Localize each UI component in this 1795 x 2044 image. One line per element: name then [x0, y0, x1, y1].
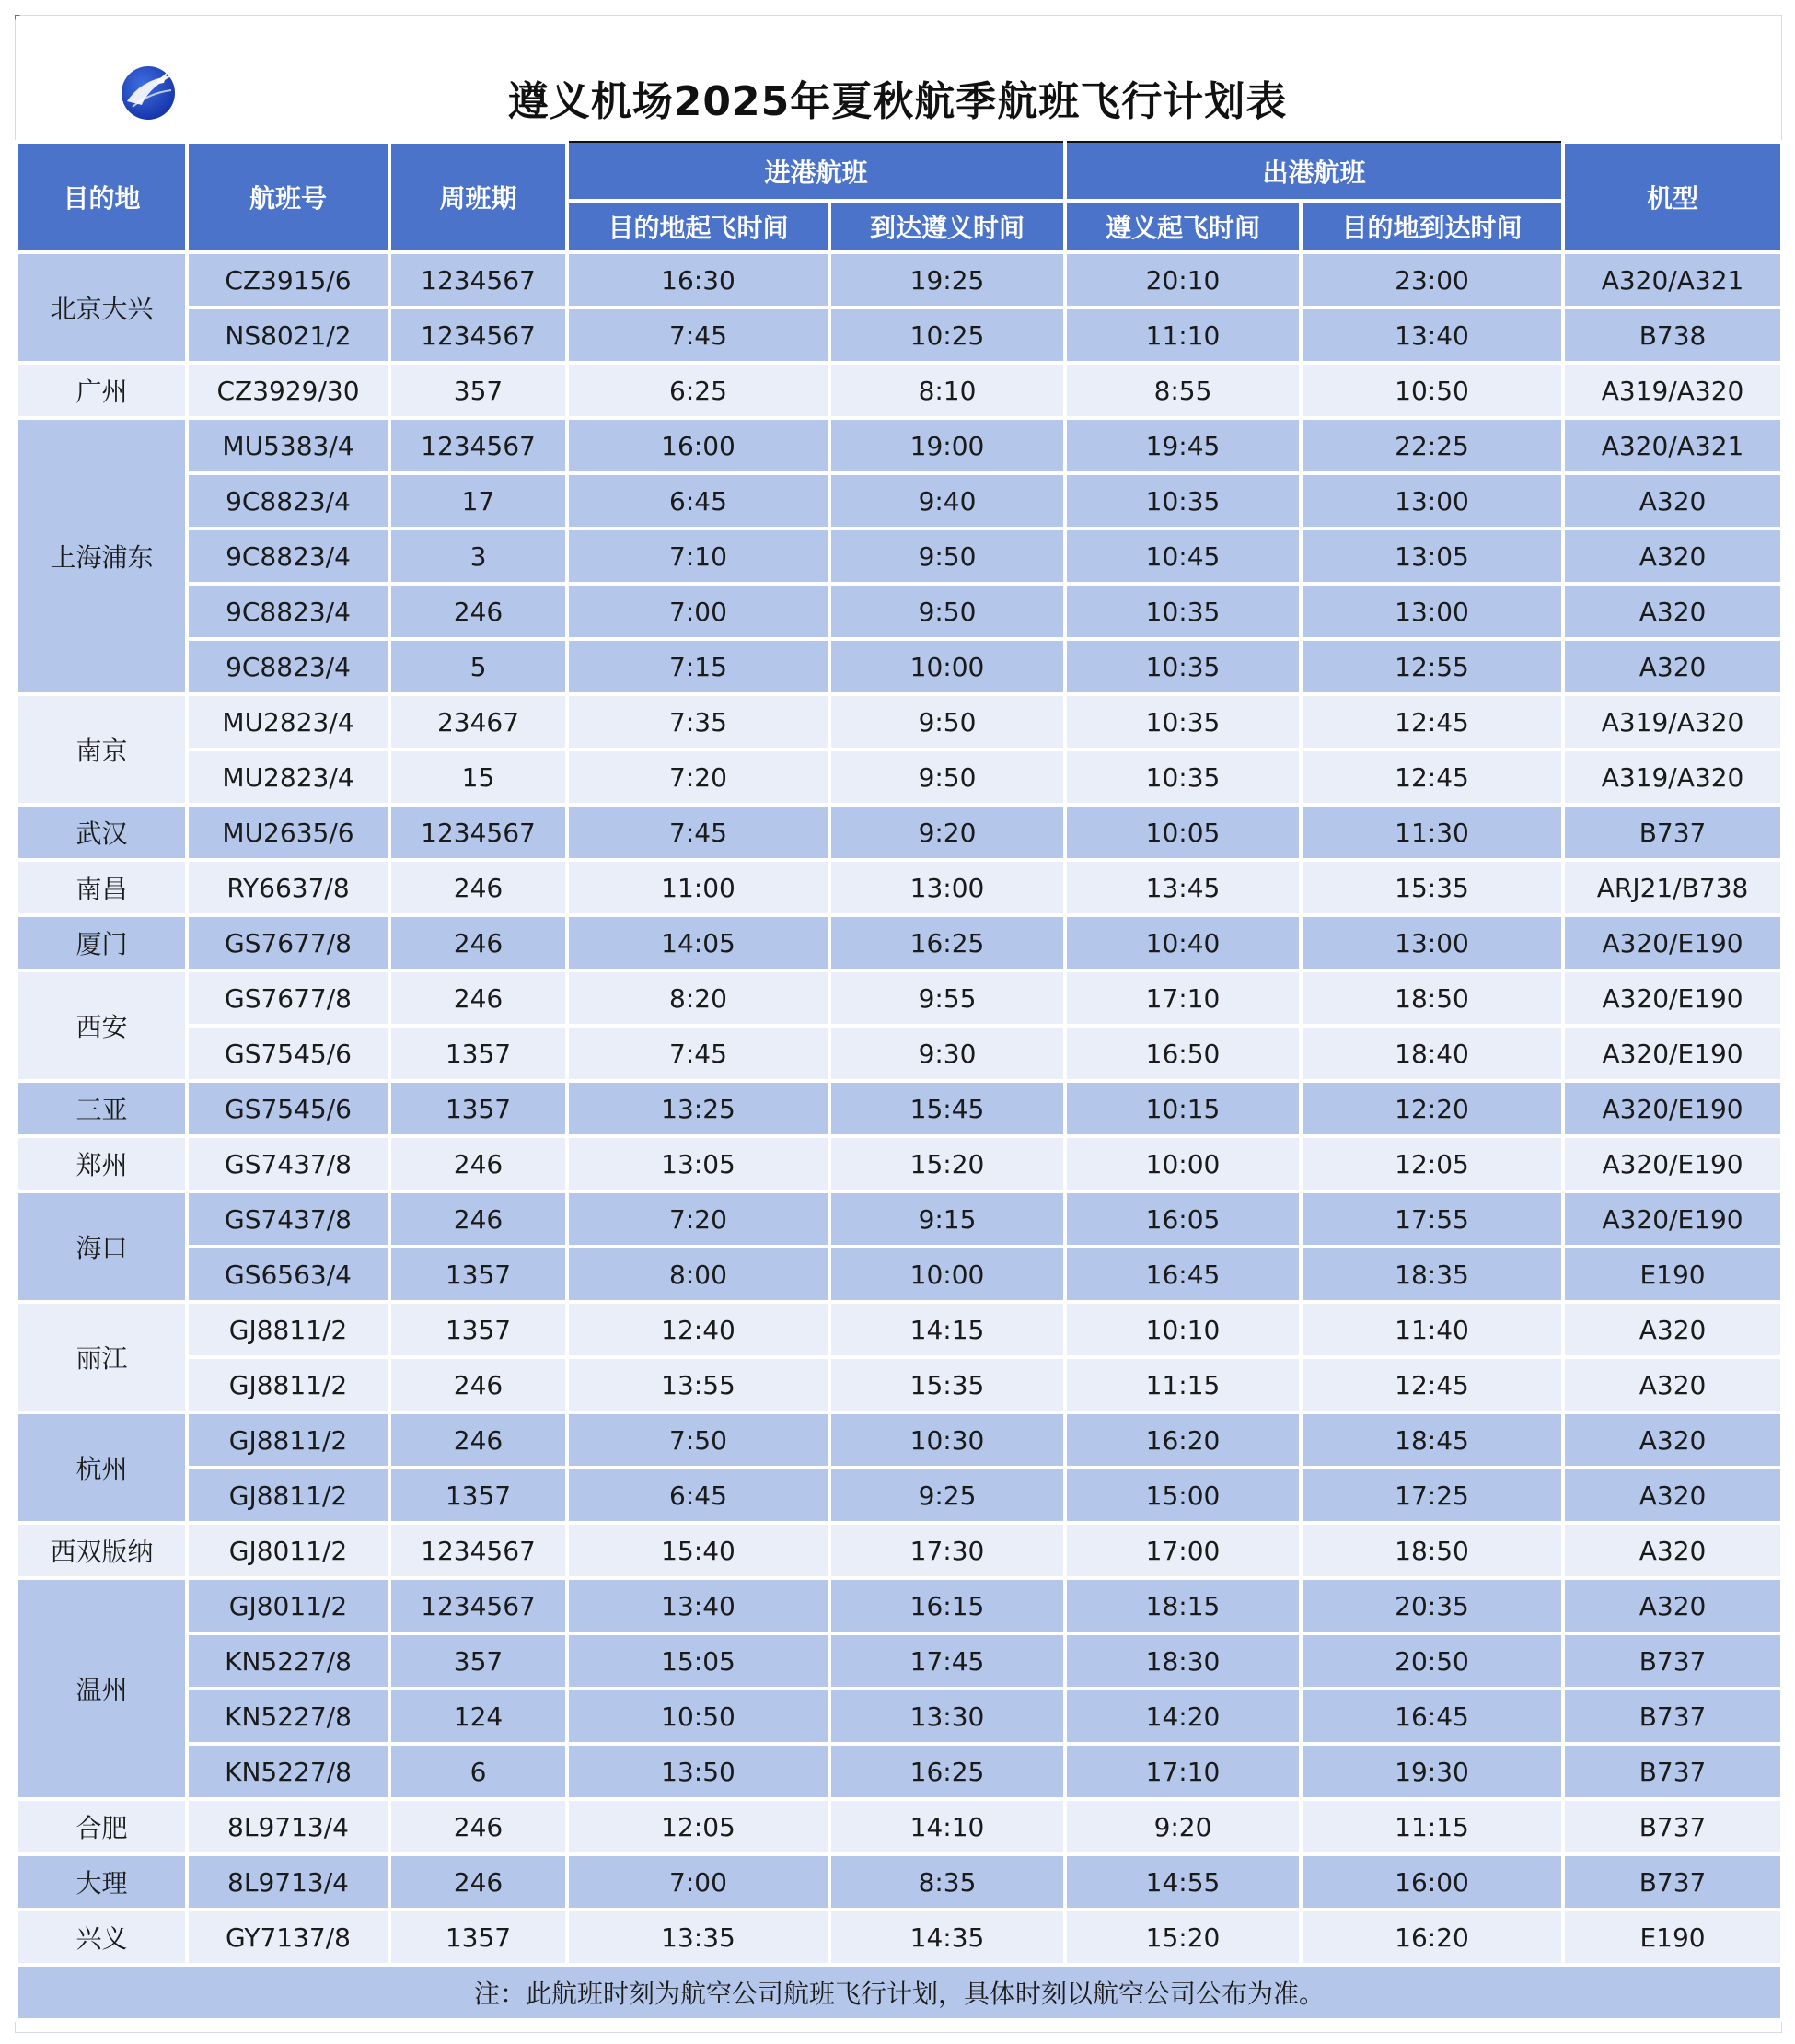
- dest-departure-cell: 15:05: [567, 1633, 829, 1689]
- zunyi-arrival-cell: 10:25: [829, 308, 1065, 363]
- destination-cell: 三亚: [17, 1081, 187, 1136]
- zunyi-departure-cell: 18:30: [1065, 1633, 1301, 1689]
- weekly-days-cell: 1234567: [389, 1578, 567, 1633]
- zunyi-arrival-cell: 10:30: [829, 1412, 1065, 1468]
- aircraft-type-cell: ARJ21/B738: [1563, 860, 1782, 915]
- dest-departure-cell: 7:10: [567, 528, 829, 584]
- aircraft-type-cell: A320: [1563, 1468, 1782, 1523]
- dest-departure-cell: 7:35: [567, 694, 829, 749]
- dest-departure-cell: 11:00: [567, 860, 829, 915]
- destination-cell: 南昌: [17, 860, 187, 915]
- weekly-days-cell: 15: [389, 749, 567, 805]
- table-row: [17, 1633, 1782, 1689]
- dest-departure-cell: 6:45: [567, 1468, 829, 1523]
- zunyi-arrival-cell: 13:30: [829, 1689, 1065, 1744]
- flight-number-cell: GJ8811/2: [187, 1468, 389, 1523]
- destination-cell: 北京大兴: [17, 252, 187, 363]
- aircraft-type-cell: A320/A321: [1563, 252, 1782, 308]
- dest-departure-cell: 7:45: [567, 308, 829, 363]
- zunyi-arrival-cell: 9:20: [829, 805, 1065, 860]
- table-row: [17, 1744, 1782, 1799]
- header-dep-zunyi: 遵义起飞时间: [1065, 201, 1301, 252]
- dest-departure-cell: 7:20: [567, 749, 829, 805]
- dest-arrival-cell: 20:35: [1301, 1578, 1563, 1633]
- dest-departure-cell: 13:55: [567, 1357, 829, 1412]
- schedule-body: [17, 252, 1782, 1965]
- aircraft-type-cell: A320: [1563, 528, 1782, 584]
- table-row: [17, 418, 1782, 473]
- dest-arrival-cell: 18:50: [1301, 970, 1563, 1026]
- weekly-days-cell: 357: [389, 363, 567, 418]
- zunyi-arrival-cell: 10:00: [829, 639, 1065, 694]
- table-row: [17, 252, 1782, 308]
- weekly-days-cell: 1234567: [389, 805, 567, 860]
- weekly-days-cell: 246: [389, 1191, 567, 1247]
- zunyi-departure-cell: 11:10: [1065, 308, 1301, 363]
- zunyi-departure-cell: 9:20: [1065, 1799, 1301, 1854]
- dest-arrival-cell: 16:20: [1301, 1910, 1563, 1965]
- dest-departure-cell: 15:40: [567, 1523, 829, 1578]
- table-row: [17, 1910, 1782, 1965]
- dest-arrival-cell: 22:25: [1301, 418, 1563, 473]
- weekly-days-cell: 17: [389, 473, 567, 528]
- dest-departure-cell: 7:50: [567, 1412, 829, 1468]
- zunyi-arrival-cell: 13:00: [829, 860, 1065, 915]
- zunyi-arrival-cell: 9:50: [829, 584, 1065, 639]
- table-row: [17, 1689, 1782, 1744]
- zunyi-departure-cell: 8:55: [1065, 363, 1301, 418]
- weekly-days-cell: 1234567: [389, 308, 567, 363]
- aircraft-type-cell: B737: [1563, 1633, 1782, 1689]
- weekly-days-cell: 246: [389, 915, 567, 970]
- header-weekly: 周班期: [389, 142, 567, 252]
- aircraft-type-cell: A320: [1563, 1357, 1782, 1412]
- zunyi-arrival-cell: 19:25: [829, 252, 1065, 308]
- dest-arrival-cell: 13:00: [1301, 915, 1563, 970]
- destination-cell: 厦门: [17, 915, 187, 970]
- dest-arrival-cell: 11:40: [1301, 1302, 1563, 1357]
- dest-departure-cell: 14:05: [567, 915, 829, 970]
- zunyi-arrival-cell: 14:10: [829, 1799, 1065, 1854]
- zunyi-departure-cell: 18:15: [1065, 1578, 1301, 1633]
- aircraft-type-cell: A320: [1563, 473, 1782, 528]
- zunyi-departure-cell: 16:50: [1065, 1026, 1301, 1081]
- dest-departure-cell: 8:20: [567, 970, 829, 1026]
- table-row: [17, 1026, 1782, 1081]
- zunyi-arrival-cell: 15:20: [829, 1136, 1065, 1191]
- zunyi-departure-cell: 16:45: [1065, 1247, 1301, 1302]
- flight-number-cell: KN5227/8: [187, 1744, 389, 1799]
- destination-cell: 合肥: [17, 1799, 187, 1854]
- dest-arrival-cell: 17:25: [1301, 1468, 1563, 1523]
- weekly-days-cell: 246: [389, 584, 567, 639]
- flight-number-cell: GJ8811/2: [187, 1357, 389, 1412]
- zunyi-departure-cell: 17:10: [1065, 970, 1301, 1026]
- zunyi-arrival-cell: 9:50: [829, 694, 1065, 749]
- zunyi-arrival-cell: 8:35: [829, 1854, 1065, 1910]
- zunyi-arrival-cell: 16:15: [829, 1578, 1065, 1633]
- zunyi-arrival-cell: 9:50: [829, 749, 1065, 805]
- dest-arrival-cell: 12:20: [1301, 1081, 1563, 1136]
- aircraft-type-cell: A320: [1563, 1302, 1782, 1357]
- table-row: [17, 805, 1782, 860]
- aircraft-type-cell: A320: [1563, 584, 1782, 639]
- aircraft-type-cell: A320/E190: [1563, 1191, 1782, 1247]
- destination-cell: 广州: [17, 363, 187, 418]
- aircraft-type-cell: A320: [1563, 1578, 1782, 1633]
- table-row: [17, 473, 1782, 528]
- zunyi-departure-cell: 10:35: [1065, 473, 1301, 528]
- table-row: [17, 749, 1782, 805]
- zunyi-arrival-cell: 16:25: [829, 1744, 1065, 1799]
- weekly-days-cell: 1234567: [389, 252, 567, 308]
- flight-number-cell: GS7437/8: [187, 1191, 389, 1247]
- flight-number-cell: 9C8823/4: [187, 528, 389, 584]
- table-row: [17, 528, 1782, 584]
- destination-cell: 杭州: [17, 1412, 187, 1523]
- zunyi-departure-cell: 16:05: [1065, 1191, 1301, 1247]
- flight-number-cell: GY7137/8: [187, 1910, 389, 1965]
- weekly-days-cell: 1234567: [389, 1523, 567, 1578]
- page-title: 遵义机场2025年夏秋航季航班飞行计划表: [507, 78, 1288, 125]
- zunyi-arrival-cell: 16:25: [829, 915, 1065, 970]
- zunyi-arrival-cell: 17:30: [829, 1523, 1065, 1578]
- zunyi-departure-cell: 19:45: [1065, 418, 1301, 473]
- dest-departure-cell: 8:00: [567, 1247, 829, 1302]
- destination-cell: 上海浦东: [17, 418, 187, 694]
- dest-arrival-cell: 11:15: [1301, 1799, 1563, 1854]
- aircraft-type-cell: E190: [1563, 1247, 1782, 1302]
- table-row: [17, 1136, 1782, 1191]
- table-row: [17, 1357, 1782, 1412]
- aircraft-type-cell: B737: [1563, 1744, 1782, 1799]
- dest-arrival-cell: 16:45: [1301, 1689, 1563, 1744]
- zunyi-arrival-cell: 14:35: [829, 1910, 1065, 1965]
- table-row: [17, 860, 1782, 915]
- table-row: [17, 970, 1782, 1026]
- flight-number-cell: GS7545/6: [187, 1026, 389, 1081]
- footnote: 注：此航班时刻为航空公司航班飞行计划，具体时刻以航空公司公布为准。: [17, 1965, 1782, 2020]
- dest-arrival-cell: 12:45: [1301, 1357, 1563, 1412]
- flight-number-cell: 8L9713/4: [187, 1799, 389, 1854]
- zunyi-arrival-cell: 14:15: [829, 1302, 1065, 1357]
- dest-arrival-cell: 13:00: [1301, 584, 1563, 639]
- dest-departure-cell: 12:05: [567, 1799, 829, 1854]
- weekly-days-cell: 246: [389, 860, 567, 915]
- flight-schedule-table: [15, 140, 1784, 2022]
- destination-cell: 西双版纳: [17, 1523, 187, 1578]
- flight-number-cell: 9C8823/4: [187, 584, 389, 639]
- zunyi-departure-cell: 20:10: [1065, 252, 1301, 308]
- zunyi-departure-cell: 10:35: [1065, 639, 1301, 694]
- weekly-days-cell: 246: [389, 970, 567, 1026]
- table-row: [17, 915, 1782, 970]
- flight-number-cell: MU2823/4: [187, 749, 389, 805]
- zunyi-departure-cell: 17:00: [1065, 1523, 1301, 1578]
- weekly-days-cell: 6: [389, 1744, 567, 1799]
- dest-departure-cell: 7:45: [567, 1026, 829, 1081]
- weekly-days-cell: 1357: [389, 1026, 567, 1081]
- weekly-days-cell: 3: [389, 528, 567, 584]
- dest-arrival-cell: 13:05: [1301, 528, 1563, 584]
- dest-departure-cell: 13:35: [567, 1910, 829, 1965]
- flight-number-cell: 9C8823/4: [187, 639, 389, 694]
- zunyi-departure-cell: 10:35: [1065, 749, 1301, 805]
- header-dep-from-dest: 目的地起飞时间: [567, 201, 829, 252]
- flight-number-cell: NS8021/2: [187, 308, 389, 363]
- flight-number-cell: GJ8011/2: [187, 1523, 389, 1578]
- dest-arrival-cell: 18:45: [1301, 1412, 1563, 1468]
- table-row: [17, 639, 1782, 694]
- zunyi-arrival-cell: 17:45: [829, 1633, 1065, 1689]
- dest-departure-cell: 7:15: [567, 639, 829, 694]
- dest-departure-cell: 10:50: [567, 1689, 829, 1744]
- dest-arrival-cell: 12:55: [1301, 639, 1563, 694]
- aircraft-type-cell: A319/A320: [1563, 694, 1782, 749]
- table-row: [17, 694, 1782, 749]
- zunyi-departure-cell: 10:45: [1065, 528, 1301, 584]
- zunyi-departure-cell: 10:40: [1065, 915, 1301, 970]
- aircraft-type-cell: A320/E190: [1563, 1136, 1782, 1191]
- weekly-days-cell: 246: [389, 1357, 567, 1412]
- weekly-days-cell: 1357: [389, 1468, 567, 1523]
- dest-arrival-cell: 13:00: [1301, 473, 1563, 528]
- table-row: [17, 1302, 1782, 1357]
- dest-arrival-cell: 15:35: [1301, 860, 1563, 915]
- destination-cell: 兴义: [17, 1910, 187, 1965]
- weekly-days-cell: 5: [389, 639, 567, 694]
- flight-number-cell: MU2823/4: [187, 694, 389, 749]
- weekly-days-cell: 1357: [389, 1910, 567, 1965]
- dest-arrival-cell: 18:35: [1301, 1247, 1563, 1302]
- zunyi-departure-cell: 10:35: [1065, 694, 1301, 749]
- dest-departure-cell: 7:20: [567, 1191, 829, 1247]
- aircraft-type-cell: A320/E190: [1563, 970, 1782, 1026]
- dest-departure-cell: 7:00: [567, 584, 829, 639]
- zunyi-departure-cell: 15:20: [1065, 1910, 1301, 1965]
- zunyi-arrival-cell: 9:15: [829, 1191, 1065, 1247]
- table-row: [17, 308, 1782, 363]
- aircraft-type-cell: A320/A321: [1563, 418, 1782, 473]
- weekly-days-cell: 1357: [389, 1302, 567, 1357]
- weekly-days-cell: 246: [389, 1136, 567, 1191]
- flight-number-cell: GJ8811/2: [187, 1412, 389, 1468]
- zunyi-arrival-cell: 19:00: [829, 418, 1065, 473]
- header-arr-zunyi: 到达遵义时间: [829, 201, 1065, 252]
- table-row: [17, 1523, 1782, 1578]
- flight-number-cell: RY6637/8: [187, 860, 389, 915]
- table-row: [17, 1854, 1782, 1910]
- flight-number-cell: GS7437/8: [187, 1136, 389, 1191]
- header-destination: 目的地: [17, 142, 187, 252]
- zunyi-arrival-cell: 15:35: [829, 1357, 1065, 1412]
- dest-departure-cell: 7:00: [567, 1854, 829, 1910]
- zunyi-arrival-cell: 9:25: [829, 1468, 1065, 1523]
- zunyi-departure-cell: 16:20: [1065, 1412, 1301, 1468]
- zunyi-arrival-cell: 8:10: [829, 363, 1065, 418]
- table-row: [17, 1412, 1782, 1468]
- flight-number-cell: GS7545/6: [187, 1081, 389, 1136]
- flight-number-cell: GS6563/4: [187, 1247, 389, 1302]
- flight-number-cell: 9C8823/4: [187, 473, 389, 528]
- flight-number-cell: KN5227/8: [187, 1633, 389, 1689]
- table-row: [17, 1468, 1782, 1523]
- destination-cell: 温州: [17, 1578, 187, 1799]
- dest-arrival-cell: 12:45: [1301, 694, 1563, 749]
- dest-departure-cell: 7:45: [567, 805, 829, 860]
- dest-departure-cell: 13:50: [567, 1744, 829, 1799]
- dest-departure-cell: 13:40: [567, 1578, 829, 1633]
- zunyi-departure-cell: 14:55: [1065, 1854, 1301, 1910]
- dest-arrival-cell: 12:45: [1301, 749, 1563, 805]
- dest-arrival-cell: 13:40: [1301, 308, 1563, 363]
- zunyi-departure-cell: 17:10: [1065, 1744, 1301, 1799]
- destination-cell: 郑州: [17, 1136, 187, 1191]
- flight-number-cell: CZ3929/30: [187, 363, 389, 418]
- header-departure-group: 出港航班: [1065, 142, 1563, 201]
- weekly-days-cell: 1357: [389, 1247, 567, 1302]
- zunyi-departure-cell: 10:35: [1065, 584, 1301, 639]
- dest-departure-cell: 16:30: [567, 252, 829, 308]
- dest-arrival-cell: 19:30: [1301, 1744, 1563, 1799]
- zunyi-departure-cell: 10:10: [1065, 1302, 1301, 1357]
- aircraft-type-cell: A320/E190: [1563, 1081, 1782, 1136]
- weekly-days-cell: 23467: [389, 694, 567, 749]
- table-row: [17, 584, 1782, 639]
- aircraft-type-cell: A320: [1563, 1523, 1782, 1578]
- table-row: [17, 1578, 1782, 1633]
- zunyi-departure-cell: 13:45: [1065, 860, 1301, 915]
- weekly-days-cell: 1357: [389, 1081, 567, 1136]
- weekly-days-cell: 246: [389, 1854, 567, 1910]
- aircraft-type-cell: A319/A320: [1563, 749, 1782, 805]
- aircraft-type-cell: A320/E190: [1563, 915, 1782, 970]
- weekly-days-cell: 124: [389, 1689, 567, 1744]
- aircraft-type-cell: A320: [1563, 1412, 1782, 1468]
- flight-number-cell: GS7677/8: [187, 915, 389, 970]
- aircraft-type-cell: B737: [1563, 1854, 1782, 1910]
- dest-arrival-cell: 10:50: [1301, 363, 1563, 418]
- zunyi-departure-cell: 10:05: [1065, 805, 1301, 860]
- aircraft-type-cell: B738: [1563, 308, 1782, 363]
- aircraft-type-cell: B737: [1563, 1799, 1782, 1854]
- zunyi-arrival-cell: 9:55: [829, 970, 1065, 1026]
- flight-number-cell: KN5227/8: [187, 1689, 389, 1744]
- dest-arrival-cell: 16:00: [1301, 1854, 1563, 1910]
- dest-departure-cell: 16:00: [567, 418, 829, 473]
- dest-arrival-cell: 11:30: [1301, 805, 1563, 860]
- aircraft-type-cell: B737: [1563, 1689, 1782, 1744]
- flight-number-cell: GJ8811/2: [187, 1302, 389, 1357]
- aircraft-type-cell: B737: [1563, 805, 1782, 860]
- dest-arrival-cell: 18:50: [1301, 1523, 1563, 1578]
- flight-number-cell: MU5383/4: [187, 418, 389, 473]
- weekly-days-cell: 357: [389, 1633, 567, 1689]
- zunyi-arrival-cell: 9:40: [829, 473, 1065, 528]
- destination-cell: 海口: [17, 1191, 187, 1302]
- dest-arrival-cell: 18:40: [1301, 1026, 1563, 1081]
- zunyi-arrival-cell: 9:30: [829, 1026, 1065, 1081]
- header-arr-dest: 目的地到达时间: [1301, 201, 1563, 252]
- zunyi-arrival-cell: 9:50: [829, 528, 1065, 584]
- dest-departure-cell: 13:05: [567, 1136, 829, 1191]
- weekly-days-cell: 246: [389, 1412, 567, 1468]
- table-row: [17, 363, 1782, 418]
- dest-arrival-cell: 20:50: [1301, 1633, 1563, 1689]
- flight-number-cell: MU2635/6: [187, 805, 389, 860]
- zunyi-arrival-cell: 10:00: [829, 1247, 1065, 1302]
- header-flight-no: 航班号: [187, 142, 389, 252]
- table-row: [17, 1081, 1782, 1136]
- destination-cell: 南京: [17, 694, 187, 805]
- aircraft-type-cell: A320: [1563, 639, 1782, 694]
- zunyi-departure-cell: 10:15: [1065, 1081, 1301, 1136]
- aircraft-type-cell: E190: [1563, 1910, 1782, 1965]
- dest-departure-cell: 12:40: [567, 1302, 829, 1357]
- zunyi-departure-cell: 11:15: [1065, 1357, 1301, 1412]
- dest-departure-cell: 6:45: [567, 473, 829, 528]
- table-row: [17, 1247, 1782, 1302]
- table-row: [17, 1191, 1782, 1247]
- dest-departure-cell: 13:25: [567, 1081, 829, 1136]
- aircraft-type-cell: A320/E190: [1563, 1026, 1782, 1081]
- zunyi-departure-cell: 15:00: [1065, 1468, 1301, 1523]
- flight-number-cell: 8L9713/4: [187, 1854, 389, 1910]
- weekly-days-cell: 1234567: [389, 418, 567, 473]
- zunyi-departure-cell: 10:00: [1065, 1136, 1301, 1191]
- dest-departure-cell: 6:25: [567, 363, 829, 418]
- flight-number-cell: GJ8011/2: [187, 1578, 389, 1633]
- header-aircraft: 机型: [1563, 142, 1782, 252]
- dest-arrival-cell: 17:55: [1301, 1191, 1563, 1247]
- dest-arrival-cell: 12:05: [1301, 1136, 1563, 1191]
- flight-number-cell: CZ3915/6: [187, 252, 389, 308]
- destination-cell: 丽江: [17, 1302, 187, 1412]
- flight-number-cell: GS7677/8: [187, 970, 389, 1026]
- dest-arrival-cell: 23:00: [1301, 252, 1563, 308]
- header-arrival-group: 进港航班: [567, 142, 1065, 201]
- weekly-days-cell: 246: [389, 1799, 567, 1854]
- aircraft-type-cell: A319/A320: [1563, 363, 1782, 418]
- destination-cell: 武汉: [17, 805, 187, 860]
- destination-cell: 西安: [17, 970, 187, 1081]
- destination-cell: 大理: [17, 1854, 187, 1910]
- zunyi-arrival-cell: 15:45: [829, 1081, 1065, 1136]
- zunyi-departure-cell: 14:20: [1065, 1689, 1301, 1744]
- table-row: [17, 1799, 1782, 1854]
